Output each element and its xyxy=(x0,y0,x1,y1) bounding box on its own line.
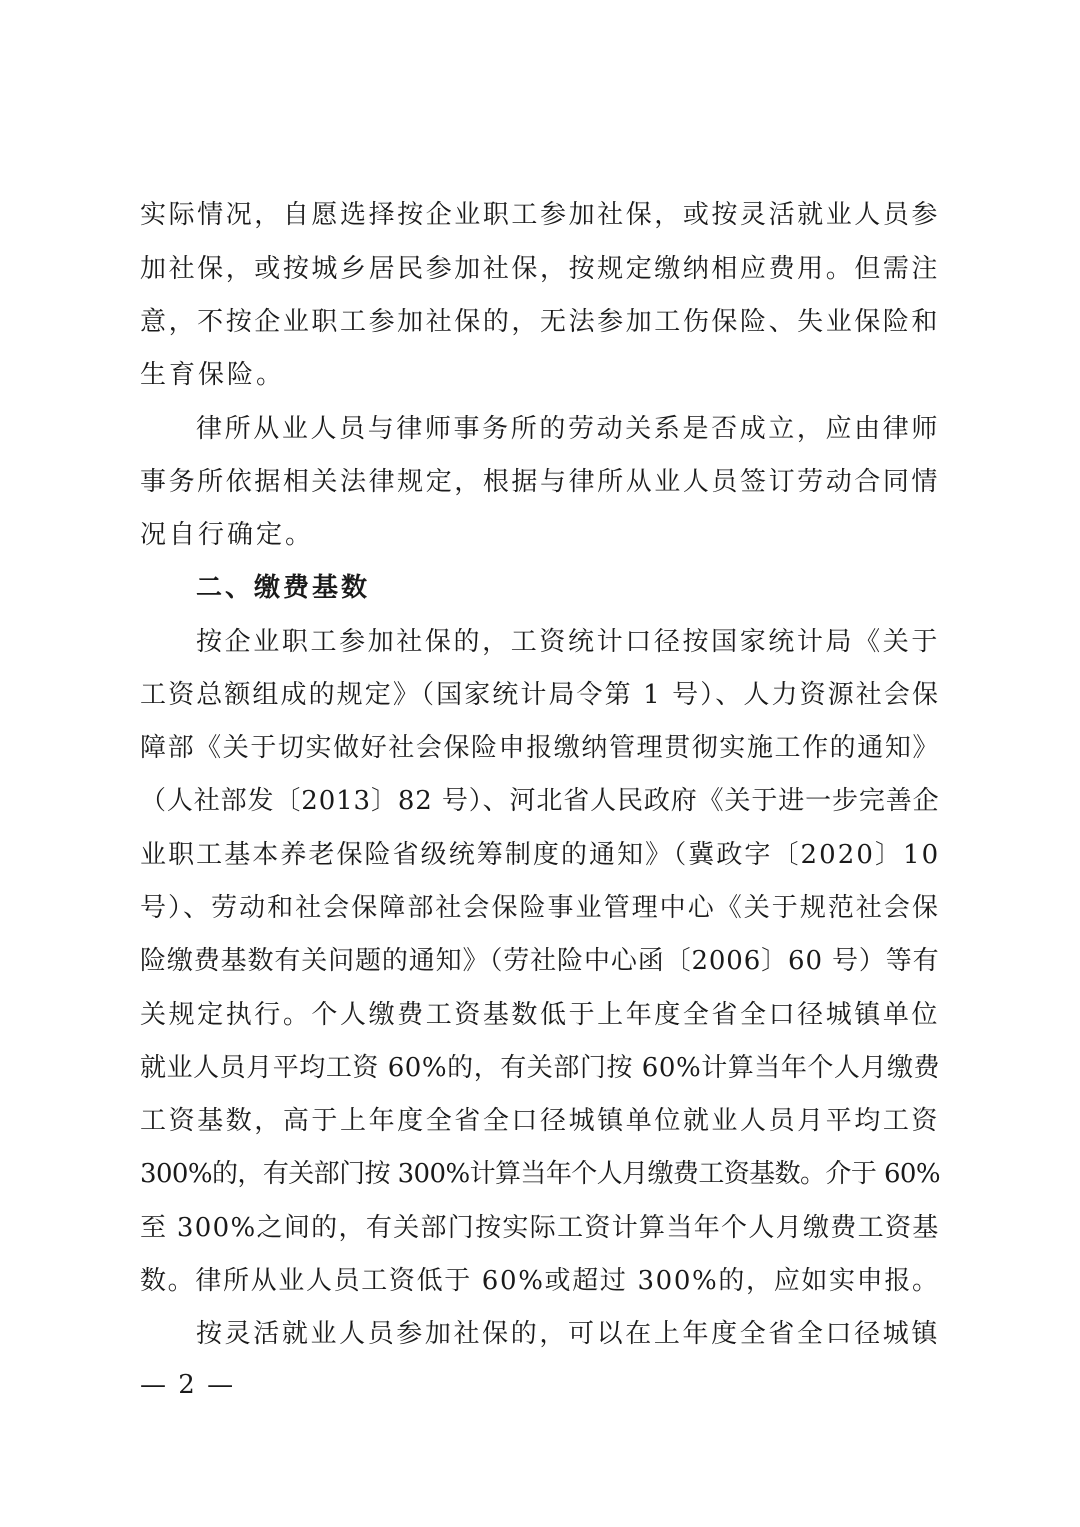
text-line: 况自行确定。 xyxy=(140,520,315,550)
text-line: （人社部发〔2013〕82 号）、河北省人民政府《关于进一步完善企 xyxy=(140,786,940,816)
text-line: 障部《关于切实做好社会保险申报缴纳管理贯彻实施工作的通知》 xyxy=(140,733,941,763)
paragraph-start-line: 按灵活就业人员参加社保的，可以在上年度全省全口径城镇 xyxy=(196,1319,941,1349)
paragraph-start-line: 律所从业人员与律师事务所的劳动关系是否成立，应由律师 xyxy=(196,414,941,444)
text-line: 加社保，或按城乡居民参加社保，按规定缴纳相应费用。但需注 xyxy=(140,254,941,284)
text-line: 号）、劳动和社会保障部社会保险事业管理中心《关于规范社会保 xyxy=(140,893,941,923)
text-line: 险缴费基数有关问题的通知》（劳社险中心函〔2006〕60 号）等有 xyxy=(140,946,940,976)
text-line: 关规定执行。个人缴费工资基数低于上年度全省全口径城镇单位 xyxy=(140,1000,941,1030)
text-line: 数。律所从业人员工资低于 60%或超过 300%的，应如实申报。 xyxy=(140,1266,940,1296)
text-line: 实际情况，自愿选择按企业职工参加社保，或按灵活就业人员参 xyxy=(140,200,941,230)
text-line: 事务所依据相关法律规定，根据与律所从业人员签订劳动合同情 xyxy=(140,467,941,497)
text-line: 就业人员月平均工资 60%的，有关部门按 60%计算当年个人月缴费 xyxy=(140,1053,941,1083)
text-line: 工资总额组成的规定》（国家统计局令第 1 号）、人力资源社会保 xyxy=(140,680,941,710)
text-line: 工资基数，高于上年度全省全口径城镇单位就业人员月平均工资 xyxy=(140,1106,941,1136)
text-line: 业职工基本养老保险省级统筹制度的通知》（冀政字〔2020〕10 xyxy=(140,840,941,870)
paragraph-start-line: 按企业职工参加社保的，工资统计口径按国家统计局《关于 xyxy=(196,627,941,657)
text-line: 至 300%之间的，有关部门按实际工资计算当年个人月缴费工资基 xyxy=(140,1213,940,1243)
text-line: 意，不按企业职工参加社保的，无法参加工伤保险、失业保险和 xyxy=(140,307,941,337)
section-heading: 二、缴费基数 xyxy=(196,573,371,603)
text-line: 300%的，有关部门按 300%计算当年个人月缴费工资基数。介于 60% xyxy=(140,1159,940,1189)
text-line: 生育保险。 xyxy=(140,360,286,390)
page-number: — 2 — xyxy=(140,1370,236,1400)
